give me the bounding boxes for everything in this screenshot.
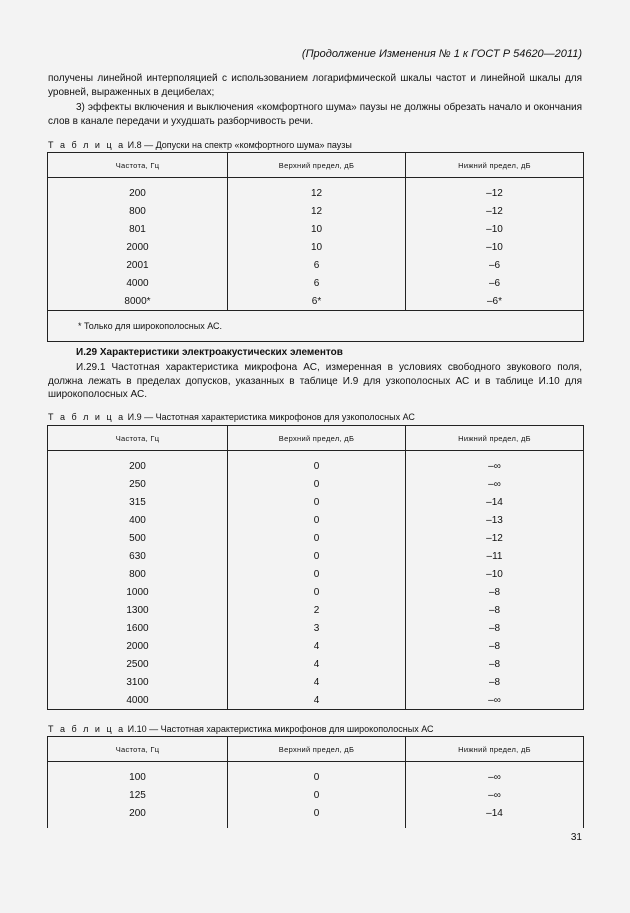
- cell: –∞: [406, 475, 584, 493]
- table8-header-lower: Нижний предел, дБ: [406, 153, 584, 178]
- cell: –12: [406, 529, 584, 547]
- cell: 1000: [48, 583, 228, 601]
- cell: –6: [406, 274, 584, 292]
- table-row: [48, 493, 584, 511]
- intro-paragraph-2: 3) эффекты включения и выключения «комфортного шума» паузы не должны обрезать начало и окончания слов в канале передачи и ухудшать разборчивость речи.: [48, 102, 582, 127]
- cell: 200: [48, 804, 228, 822]
- cell: 0: [228, 804, 406, 822]
- table8-caption-text: И.8 — Допуски на спектр «комфортного шума» паузы: [127, 140, 352, 150]
- table-row: [48, 655, 584, 673]
- table10: [47, 736, 584, 828]
- table-row: [48, 637, 584, 655]
- cell: 0: [228, 511, 406, 529]
- table10-header-lower: Нижний предел, дБ: [406, 737, 584, 762]
- table8: [47, 152, 584, 342]
- table9-header-lower: Нижний предел, дБ: [406, 426, 584, 451]
- table-row: [48, 184, 584, 202]
- cell: –11: [406, 547, 584, 565]
- cell: –14: [406, 804, 584, 822]
- table-row: [48, 583, 584, 601]
- table-row: [48, 202, 584, 220]
- cell: –13: [406, 511, 584, 529]
- table-row: [48, 673, 584, 691]
- cell: 4000: [48, 691, 228, 710]
- table-row: [48, 529, 584, 547]
- cell: 400: [48, 511, 228, 529]
- cell: 8000*: [48, 292, 228, 311]
- cell: 0: [228, 457, 406, 475]
- table-row: [48, 691, 584, 710]
- table10-caption: [48, 724, 434, 734]
- cell: 12: [228, 202, 406, 220]
- cell: 0: [228, 768, 406, 786]
- cell: 4: [228, 637, 406, 655]
- cell: 800: [48, 202, 228, 220]
- cell: –8: [406, 655, 584, 673]
- cell: –6: [406, 256, 584, 274]
- table9-header-upper: Верхний предел, дБ: [228, 426, 406, 451]
- cell: 2000: [48, 238, 228, 256]
- cell: 801: [48, 220, 228, 238]
- cell: 0: [228, 583, 406, 601]
- table-row: [48, 786, 584, 804]
- page-number: 31: [570, 832, 582, 843]
- table8-note: * Только для широкополосных АС.: [48, 311, 584, 342]
- table9-caption-prefix: Т а б л и ц а: [48, 412, 126, 422]
- cell: 100: [48, 768, 228, 786]
- cell: 125: [48, 786, 228, 804]
- table8-caption: [48, 140, 352, 150]
- cell: 1300: [48, 601, 228, 619]
- cell: –10: [406, 565, 584, 583]
- section-paragraph: И.29.1 Частотная характеристика микрофона АС, измеренная в условиях свободного звукового поля, должна лежать в пределах допусков, указанных в таблице И.9 для узкополосных АС и в таблице И.10 для широкополосных АС.: [48, 362, 582, 400]
- cell: 0: [228, 529, 406, 547]
- table8-header-upper: Верхний предел, дБ: [228, 153, 406, 178]
- cell: 0: [228, 475, 406, 493]
- table8-note-row: [48, 311, 584, 342]
- table9-header-row: [48, 426, 584, 451]
- table-row: [48, 619, 584, 637]
- cell: –∞: [406, 691, 584, 710]
- cell: 10: [228, 220, 406, 238]
- cell: 6*: [228, 292, 406, 311]
- cell: –10: [406, 220, 584, 238]
- cell: 0: [228, 565, 406, 583]
- cell: 800: [48, 565, 228, 583]
- table9-header-frequency: Частота, Гц: [48, 426, 228, 451]
- table8-caption-prefix: Т а б л и ц а: [48, 140, 126, 150]
- cell: –8: [406, 673, 584, 691]
- cell: 250: [48, 475, 228, 493]
- cell: 200: [48, 184, 228, 202]
- cell: 12: [228, 184, 406, 202]
- cell: 4: [228, 673, 406, 691]
- cell: –∞: [406, 786, 584, 804]
- cell: 500: [48, 529, 228, 547]
- cell: –12: [406, 202, 584, 220]
- cell: 6: [228, 274, 406, 292]
- table10-header-upper: Верхний предел, дБ: [228, 737, 406, 762]
- cell: –10: [406, 238, 584, 256]
- cell: –∞: [406, 768, 584, 786]
- table8-header-row: [48, 153, 584, 178]
- cell: 0: [228, 786, 406, 804]
- table-row: [48, 511, 584, 529]
- cell: 10: [228, 238, 406, 256]
- table10-caption-text: И.10 — Частотная характеристика микрофонов для широкополосных АС: [127, 724, 434, 734]
- cell: 315: [48, 493, 228, 511]
- cell: –8: [406, 637, 584, 655]
- cell: 4000: [48, 274, 228, 292]
- table10-caption-prefix: Т а б л и ц а: [48, 724, 126, 734]
- cell: 0: [228, 493, 406, 511]
- cell: –8: [406, 601, 584, 619]
- cell: 2500: [48, 655, 228, 673]
- cell: 1600: [48, 619, 228, 637]
- cell: –14: [406, 493, 584, 511]
- table-row: [48, 457, 584, 475]
- section-heading: И.29 Характеристики электроакустических элементов: [76, 347, 343, 358]
- table-row: [48, 475, 584, 493]
- table-row: [48, 256, 584, 274]
- cell: 0: [228, 547, 406, 565]
- table10-header-frequency: Частота, Гц: [48, 737, 228, 762]
- cell: –∞: [406, 457, 584, 475]
- cell: –6*: [406, 292, 584, 311]
- cell: –12: [406, 184, 584, 202]
- table-row: [48, 238, 584, 256]
- table-row: [48, 768, 584, 786]
- cell: 3100: [48, 673, 228, 691]
- cell: 3: [228, 619, 406, 637]
- cell: 630: [48, 547, 228, 565]
- cell: 2001: [48, 256, 228, 274]
- table-row: [48, 220, 584, 238]
- table10-header-row: [48, 737, 584, 762]
- cell: 4: [228, 655, 406, 673]
- running-header: (Продолжение Изменения № 1 к ГОСТ Р 54620—2011): [301, 48, 582, 60]
- cell: 200: [48, 457, 228, 475]
- table-row: [48, 547, 584, 565]
- cell: –8: [406, 619, 584, 637]
- table9-caption-text: И.9 — Частотная характеристика микрофонов для узкополосных АС: [127, 412, 415, 422]
- table-row: [48, 274, 584, 292]
- table-row: [48, 565, 584, 583]
- table9-caption: [48, 412, 415, 422]
- cell: –8: [406, 583, 584, 601]
- intro-paragraph-1: получены линейной интерполяцией с использованием логарифмической шкалы частот и линейной шкалы для уровней, выраженных в децибелах;: [48, 73, 582, 98]
- cell: 6: [228, 256, 406, 274]
- table-row: [48, 601, 584, 619]
- table9: [47, 425, 584, 710]
- cell: 2: [228, 601, 406, 619]
- table-row: [48, 292, 584, 311]
- cell: 4: [228, 691, 406, 710]
- table8-header-frequency: Частота, Гц: [48, 153, 228, 178]
- table-row: [48, 804, 584, 822]
- cell: 2000: [48, 637, 228, 655]
